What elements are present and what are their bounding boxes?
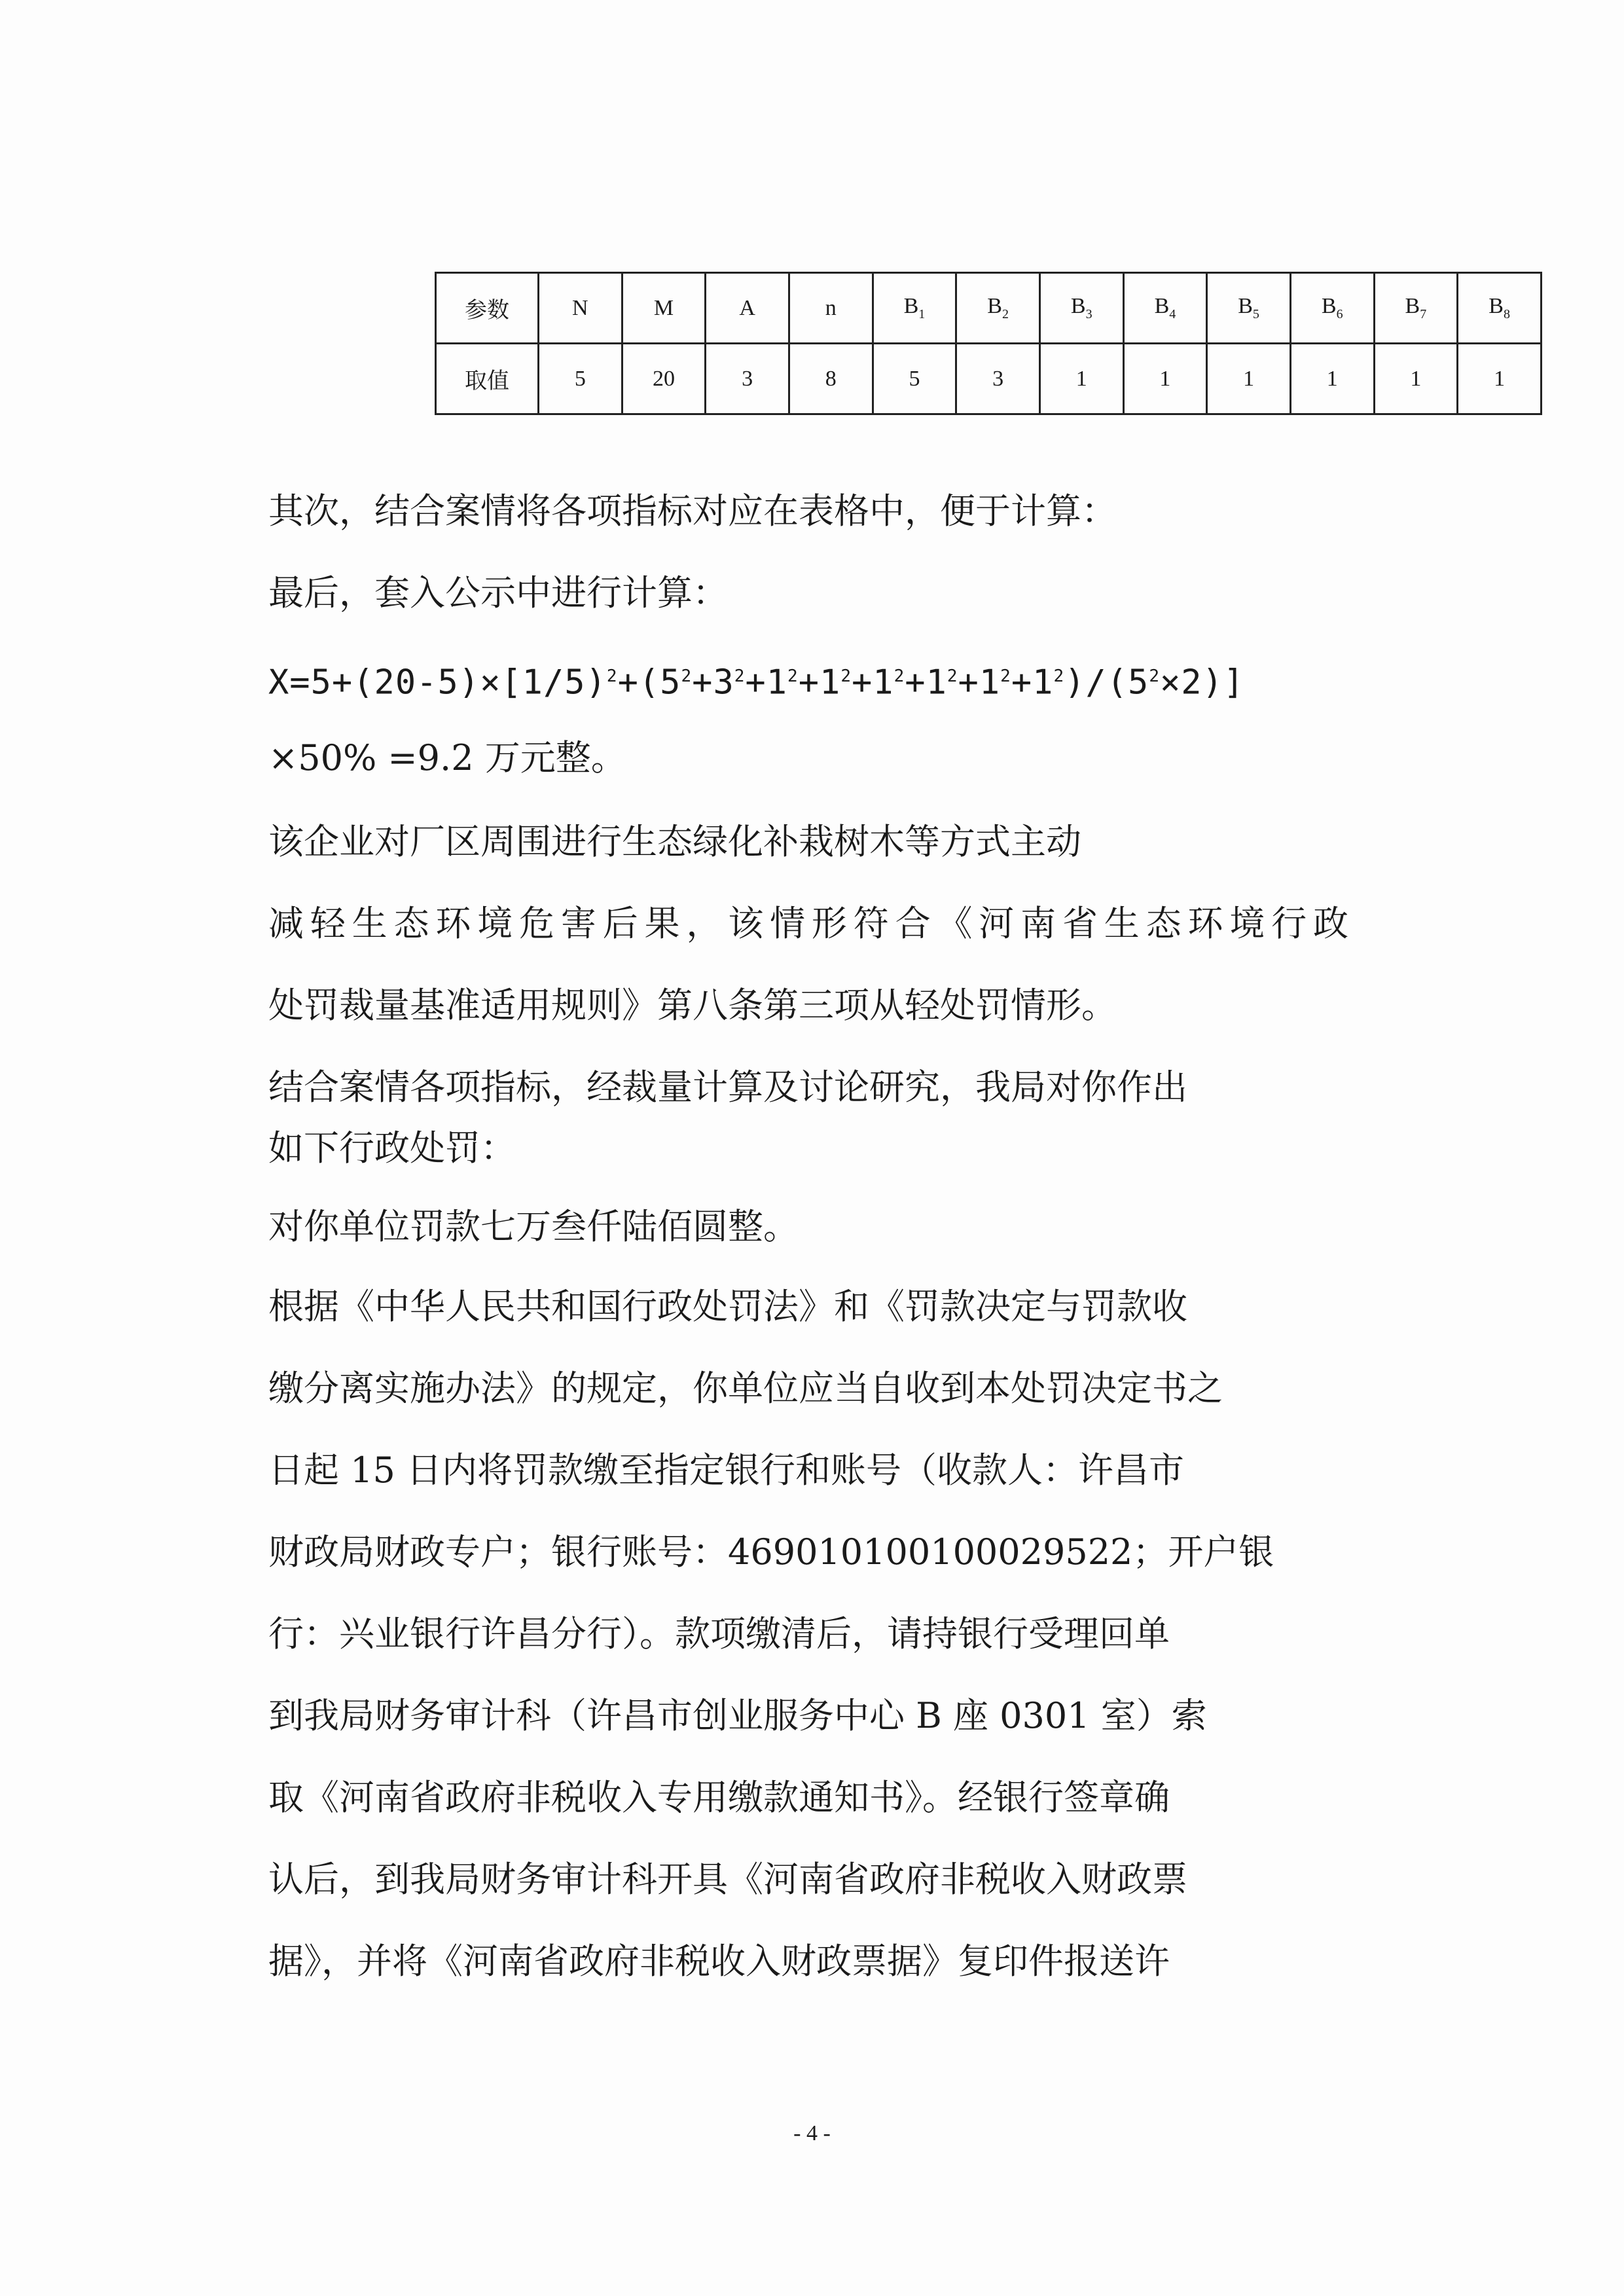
paragraph-green-line-3: 处罚裁量基准适用规则》第八条第三项从轻处罚情形。 [268,985,1117,1026]
paragraph-green-line-2: 减轻生态环境危害后果，该情形符合《河南省生态环境行政 [268,903,1348,944]
paragraph-payment-line-8: 认后，到我局财务审计科开具《河南省政府非税收入财政票 [268,1859,1187,1900]
parameter-symbol: B [1070,294,1086,319]
paragraph-payment-line-1: 根据《中华人民共和国行政处罚法》和《罚款决定与罚款收 [268,1286,1187,1327]
parameter-symbol-cell [789,273,873,344]
parameter-subscript: 3 [1085,306,1092,321]
paragraph-payment-line-9: 据》，并将《河南省政府非税收入财政票据》复印件报送许 [268,1941,1170,1982]
parameter-value-cell: 1 [1458,344,1542,414]
paragraph-last-step: 最后，套入公示中进行计算： [268,572,728,613]
paragraph-payment-line-2: 缴分离实施办法》的规定，你单位应当自收到本处罚决定书之 [268,1368,1223,1409]
parameter-symbol-cell [1207,273,1291,344]
paragraph-payment-line-5: 行：兴业银行许昌分行）。款项缴清后，请持银行受理回单 [268,1613,1170,1654]
parameter-symbol-cell [873,273,956,344]
parameter-symbol: B [1489,294,1504,319]
parameter-symbol-cell [1458,273,1542,344]
parameter-symbol: B [1405,294,1420,319]
parameter-symbol-cell [1374,273,1458,344]
parameter-row-label: 参数 [436,273,539,344]
parameter-value-cell: 8 [789,344,873,414]
paragraph-fine: 对你单位罚款七万叁仟陆佰圆整。 [268,1206,799,1247]
parameter-subscript: 6 [1336,306,1343,321]
parameter-symbol: M [653,295,674,320]
parameter-table [435,272,1542,415]
parameter-subscript: 1 [918,306,926,321]
parameter-value-cell: 3 [956,344,1040,414]
parameter-subscript: 5 [1252,306,1259,321]
parameter-subscript: 8 [1503,306,1510,321]
parameter-value-cell: 1 [1374,344,1458,414]
parameter-symbol: N [572,295,588,320]
paragraph-next-step: 其次，结合案情将各项指标对应在表格中，便于计算： [268,490,1117,532]
parameter-symbol-cell [1039,273,1123,344]
parameter-symbol-cell [539,273,623,344]
parameter-symbol-cell [1123,273,1207,344]
parameter-symbol: B [1238,294,1253,319]
parameter-value-cell: 1 [1207,344,1291,414]
parameter-value-cell: 1 [1039,344,1123,414]
paragraph-payment-line-4: 财政局财政专户；银行账号：469010100100029522；开户银 [268,1531,1274,1573]
value-row-label: 取值 [436,344,539,414]
parameter-symbol: A [739,295,755,320]
parameter-symbol: B [987,294,1002,319]
parameter-subscript: 7 [1420,306,1427,321]
parameter-symbol-cell [956,273,1040,344]
parameter-value-cell: 1 [1290,344,1374,414]
page-number: - 4 - [793,2121,831,2145]
parameter-row [436,273,1542,344]
paragraph-payment-line-7: 取《河南省政府非税收入专用缴款通知书》。经银行签章确 [268,1777,1170,1818]
parameter-subscript: 4 [1169,306,1176,321]
paragraph-green-line-1: 该企业对厂区周围进行生态绿化补栽树木等方式主动 [268,821,1081,862]
parameter-symbol: B [903,294,919,319]
parameter-value-cell: 20 [622,344,706,414]
parameter-value-cell: 3 [706,344,789,414]
parameter-symbol-cell [622,273,706,344]
paragraph-decision-line-2: 如下行政处罚： [268,1127,516,1169]
parameter-symbol: n [825,295,837,320]
value-row [436,344,1542,414]
formula-line-1: $X=5+(20-5)\times[1/5)^2+(5^2+3^2+1^2+1^2+1^2+1^2+1^2+1^2)/(5^2\times 2)$] [268,663,1245,702]
parameter-value-cell: 1 [1123,344,1207,414]
parameter-symbol-cell [706,273,789,344]
parameter-symbol: B [1154,294,1170,319]
parameter-symbol-cell [1290,273,1374,344]
parameter-value-cell: 5 [873,344,956,414]
paragraph-payment-line-3: 日起 15 日内将罚款缴至指定银行和账号（收款人：许昌市 [268,1449,1185,1491]
parameter-symbol: B [1321,294,1337,319]
parameter-value-cell: 5 [539,344,623,414]
paragraph-decision-line-1: 结合案情各项指标，经裁量计算及讨论研究，我局对你作出 [268,1066,1187,1108]
paragraph-payment-line-6: 到我局财务审计科（许昌市创业服务中心 B 座 0301 室）索 [268,1695,1207,1736]
parameter-subscript: 2 [1001,306,1009,321]
formula-line-2: ×50% =9.2 万元整。 [268,737,626,778]
